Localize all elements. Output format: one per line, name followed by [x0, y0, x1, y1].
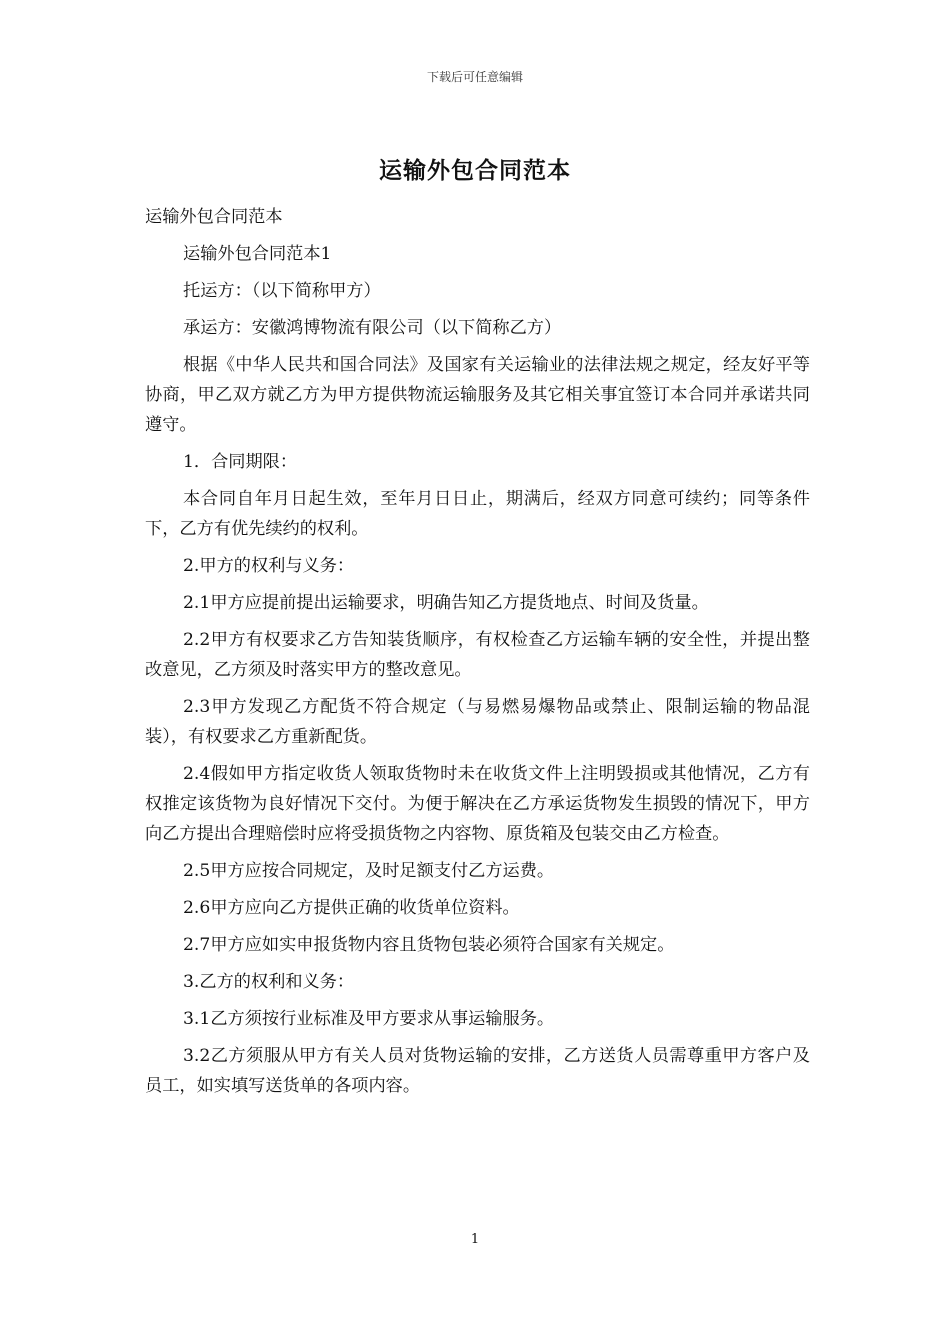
paragraph: 2.5甲方应按合同规定，及时足额支付乙方运费。: [183, 861, 555, 881]
paragraph: 2.7甲方应如实申报货物内容且货物包装必须符合国家有关规定。: [183, 935, 675, 955]
paragraph: 根据《中华人民共和国合同法》及国家有关运输业的法律法规之规定，经友好平等协商，甲乙双方就乙方为甲方提供物流运输服务及其它相关事宜签订本合同并承诺共同遵守。: [145, 355, 810, 435]
paragraph: 本合同自年月日起生效，至年月日日止，期满后，经双方同意可续约；同等条件下，乙方有优先续约的权利。: [145, 489, 810, 539]
paragraph: 2.1甲方应提前提出运输要求，明确告知乙方提货地点、时间及货量。: [183, 593, 709, 613]
paragraph: 运输外包合同范本1: [183, 244, 332, 264]
paragraph: 2.6甲方应向乙方提供正确的收货单位资料。: [183, 898, 520, 918]
paragraph: 3.乙方的权利和义务：: [183, 972, 355, 992]
paragraph: 1．合同期限：: [183, 452, 298, 472]
paragraph: 3.2乙方须服从甲方有关人员对货物运输的安排，乙方送货人员需尊重甲方客户及员工，如实填写送货单的各项内容。: [145, 1046, 810, 1096]
paragraph: 2.4假如甲方指定收货人领取货物时未在收货文件上注明毁损或其他情况，乙方有权推定该货物为良好情况下交付。为便于解决在乙方承运货物发生损毁的情况下，甲方向乙方提出合理赔偿时应将受损货物之内容物、原货箱及包装交由乙方检查。: [145, 764, 810, 844]
paragraph: 2.3甲方发现乙方配货不符合规定（与易燃易爆物品或禁止、限制运输的物品混装），有权要求乙方重新配货。: [145, 697, 810, 747]
paragraph: 托运方：（以下简称甲方）: [183, 281, 381, 301]
paragraph: 承运方：安徽鸿博物流有限公司（以下简称乙方）: [183, 318, 562, 338]
paragraph: 3.1乙方须按行业标准及甲方要求从事运输服务。: [183, 1009, 555, 1029]
header-note: 下载后可任意编辑: [426, 70, 523, 84]
document-body: [145, 198, 810, 1104]
page-number: 1: [470, 1232, 480, 1247]
paragraph: 2.甲方的权利与义务：: [183, 556, 355, 576]
paragraph: 运输外包合同范本: [145, 207, 283, 227]
paragraph: 2.2甲方有权要求乙方告知装货顺序，有权检查乙方运输车辆的安全性，并提出整改意见，乙方须及时落实甲方的整改意见。: [145, 630, 810, 680]
document-title: 运输外包合同范本: [379, 157, 571, 184]
